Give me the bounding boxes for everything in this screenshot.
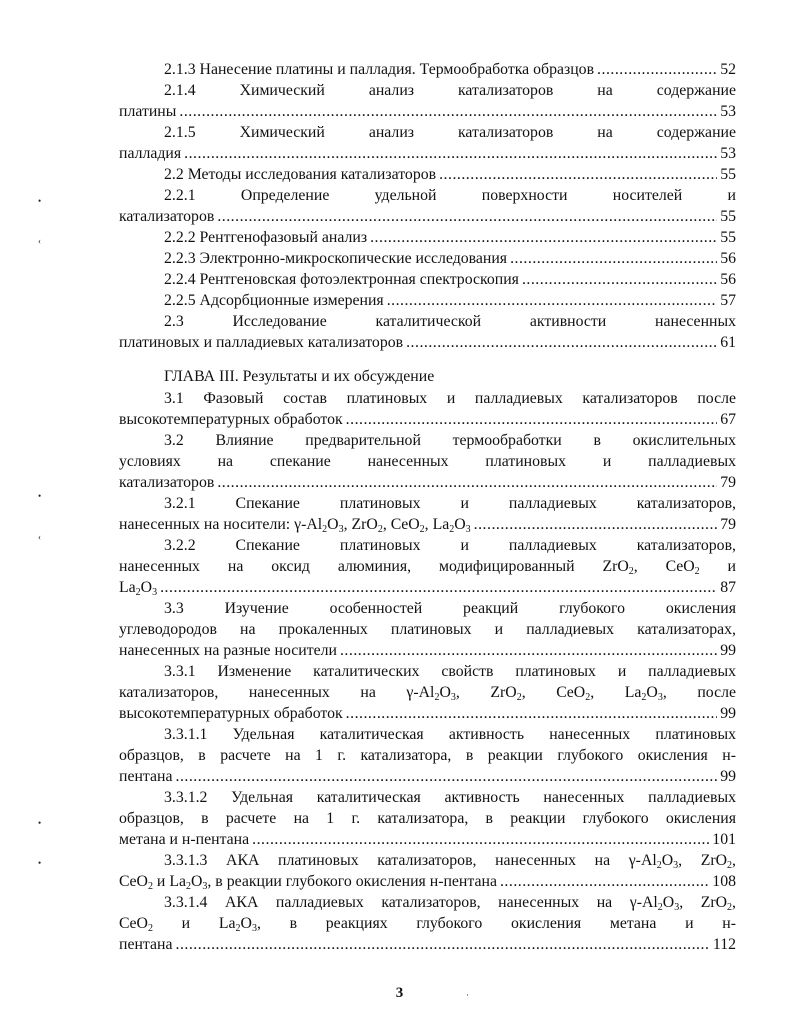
toc-entry	[119, 578, 736, 598]
toc-entry	[119, 270, 736, 290]
toc-entry-title: платиновых и палладиевых катализаторов	[119, 334, 404, 351]
toc-entry: 3.1 Фазовый состав платиновых и палладиевых катализаторов после	[164, 390, 736, 407]
leader-dots	[217, 473, 717, 493]
leader-dots	[340, 641, 717, 661]
toc-entry	[119, 102, 736, 122]
toc-page-number: 79	[720, 474, 736, 491]
toc-entry	[119, 249, 736, 269]
toc-page-number: 112	[712, 936, 736, 953]
toc-entry	[119, 228, 736, 248]
toc-entry: 3.2.2 Спекание платиновых и палладиевых катализаторов,	[164, 537, 736, 554]
toc-page-number: 55	[720, 208, 736, 225]
toc-page-number: 67	[720, 411, 736, 428]
toc-entry	[119, 410, 736, 430]
leader-dots	[176, 935, 710, 955]
toc-entry	[119, 767, 736, 787]
toc-entry: катализаторов, нанесенных на $\gamma-Al_2O_3$, ZrO$_2$, CeO$_2$, $La_2O_3$, после	[119, 684, 736, 703]
toc-page-number: 56	[720, 271, 736, 288]
toc-entry-title: 2.2.3 Электронно-микроскопические исследования	[164, 250, 508, 267]
toc-entry-title: метана и н-пентана	[119, 831, 250, 848]
toc-entry-title: катализаторов	[119, 474, 215, 491]
toc-entry-title: CeO$_2$ и $La_2O_3$, в реакции глубокого окисления н-пентана	[119, 873, 497, 892]
leader-dots	[179, 102, 717, 122]
toc-page-number: 55	[720, 166, 736, 183]
toc-page-number: 56	[720, 250, 736, 267]
leader-dots	[510, 249, 717, 269]
leader-dots	[346, 704, 718, 724]
toc-entry-title: высокотемпературных обработок	[119, 411, 343, 428]
leader-dots	[439, 165, 717, 185]
toc-page-number: 108	[712, 873, 736, 890]
scan-speck: •	[38, 818, 42, 828]
toc-entry-title: палладия	[119, 145, 182, 162]
leader-dots	[406, 333, 717, 353]
toc-entry: 3.2.1 Спекание платиновых и палладиевых катализаторов,	[164, 495, 736, 512]
toc-entry: образцов, в расчете на 1 г. катализатора, в реакции глубокого окисления	[119, 810, 736, 827]
page-number: 3	[395, 985, 404, 1001]
toc-entry	[119, 935, 736, 955]
toc-entry-title: $La_2O_3$	[119, 579, 158, 598]
leader-dots	[387, 291, 718, 311]
toc-entry-title: катализаторов	[119, 208, 215, 225]
toc-page-number: 99	[720, 642, 736, 659]
toc-entry	[119, 333, 736, 353]
toc-entry	[119, 704, 736, 724]
chapter-heading: ГЛАВА III. Результаты и их обсуждение	[164, 368, 435, 385]
toc-entry-title: 2.2.2 Рентгенофазовый анализ	[164, 229, 368, 246]
scan-speck: •	[38, 858, 42, 868]
toc-entry	[119, 473, 736, 493]
toc-entry-title: высокотемпературных обработок	[119, 705, 343, 722]
toc-entry: 2.2.1 Определение удельной поверхности носителей и	[164, 187, 736, 204]
leader-dots	[184, 144, 717, 164]
toc-entry: 3.3.1.3 АКА платиновых катализаторов, нанесенных на $\gamma-Al_2O_3$, ZrO$_2$,	[164, 852, 736, 871]
toc-page-number: 61	[720, 334, 736, 351]
toc-page-number: 99	[720, 705, 736, 722]
toc-entry	[119, 872, 736, 892]
toc-entry: нанесенных на оксид алюминия, модифицированный ZrO$_2$, CeO$_2$ и	[119, 558, 736, 577]
leader-dots	[346, 410, 718, 430]
scan-speck: ‹	[38, 236, 41, 246]
leader-dots	[597, 60, 717, 80]
toc-entry: углеводородов на прокаленных платиновых и палладиевых катализаторах,	[119, 621, 736, 638]
toc-entry-title: 2.2 Методы исследования катализаторов	[164, 166, 437, 183]
scan-speck: ·	[466, 990, 469, 1000]
toc-entry: 3.3 Изучение особенностей реакций глубокого окисления	[164, 600, 736, 617]
leader-dots	[160, 578, 717, 598]
toc-entry	[119, 830, 736, 850]
toc-entry: 2.1.5 Химический анализ катализаторов на содержание	[164, 124, 736, 141]
toc-entry: образцов, в расчете на 1 г. катализатора, в реакции глубокого окисления н-	[119, 747, 736, 764]
toc-entry: 3.3.1.2 Удельная каталитическая активность нанесенных палладиевых	[164, 789, 736, 806]
toc-entry	[119, 144, 736, 164]
toc-page-number: 53	[720, 103, 736, 120]
toc-entry	[119, 291, 736, 311]
toc-entry: CeO$_2$ и $La_2O_3$, в реакциях глубокого окисления метана и н-	[119, 915, 736, 934]
toc-entry: условиях на спекание нанесенных платиновых и палладиевых	[119, 453, 736, 470]
toc-page-number: 87	[720, 579, 736, 596]
toc-entry	[119, 165, 736, 185]
scan-speck: •	[38, 491, 42, 501]
toc-entry-title: 2.2.4 Рентгеновская фотоэлектронная спектроскопия	[164, 271, 519, 288]
toc-entry	[119, 515, 736, 535]
leader-dots	[176, 767, 718, 787]
toc-page-number: 52	[720, 61, 736, 78]
toc-entry-title: 2.2.5 Адсорбционные измерения	[164, 292, 384, 309]
toc-entry: 3.3.1 Изменение каталитических свойств платиновых и палладиевых	[164, 663, 736, 680]
leader-dots	[500, 872, 709, 892]
toc-entry	[119, 60, 736, 80]
toc-entry: 3.3.1.1 Удельная каталитическая активность нанесенных платиновых	[164, 726, 736, 743]
toc-entry: 3.2 Влияние предварительной термообработки в окислительных	[164, 432, 736, 449]
scan-speck: ‹	[38, 532, 41, 542]
toc-entry-title: нанесенных на разные носители	[119, 642, 337, 659]
toc-page-number: 53	[720, 145, 736, 162]
toc-entry: 3.3.1.4 АКА палладиевых катализаторов, нанесенных на $\gamma-Al_2O_3$, ZrO$_2$,	[164, 894, 736, 913]
leader-dots	[252, 830, 709, 850]
toc-entry	[119, 641, 736, 661]
toc-entry	[119, 207, 736, 227]
toc-page-number: 99	[720, 768, 736, 785]
leader-dots	[370, 228, 717, 248]
toc-page-number: 55	[720, 229, 736, 246]
toc-entry-title: пентана	[119, 768, 173, 785]
toc-entry-title: пентана	[119, 936, 173, 953]
toc-page-number: 101	[712, 831, 736, 848]
toc-page-number: 79	[720, 516, 736, 533]
leader-dots	[522, 270, 717, 290]
toc-entry-title: 2.1.3 Нанесение платины и палладия. Термообработка образцов	[164, 61, 595, 78]
leader-dots	[217, 207, 717, 227]
toc-entry: 2.1.4 Химический анализ катализаторов на содержание	[164, 82, 736, 99]
leader-dots	[474, 515, 718, 535]
toc-page-number: 57	[720, 292, 736, 309]
toc-entry-title: нанесенных на носители: $\gamma-Al_2O_3$, ZrO$_2$, CeO$_2$, $La_2O_3$	[119, 516, 471, 535]
toc-entry-title: платины	[119, 103, 177, 120]
toc-entry: 2.3 Исследование каталитической активности нанесенных	[164, 313, 736, 330]
scan-speck: •	[38, 196, 42, 206]
